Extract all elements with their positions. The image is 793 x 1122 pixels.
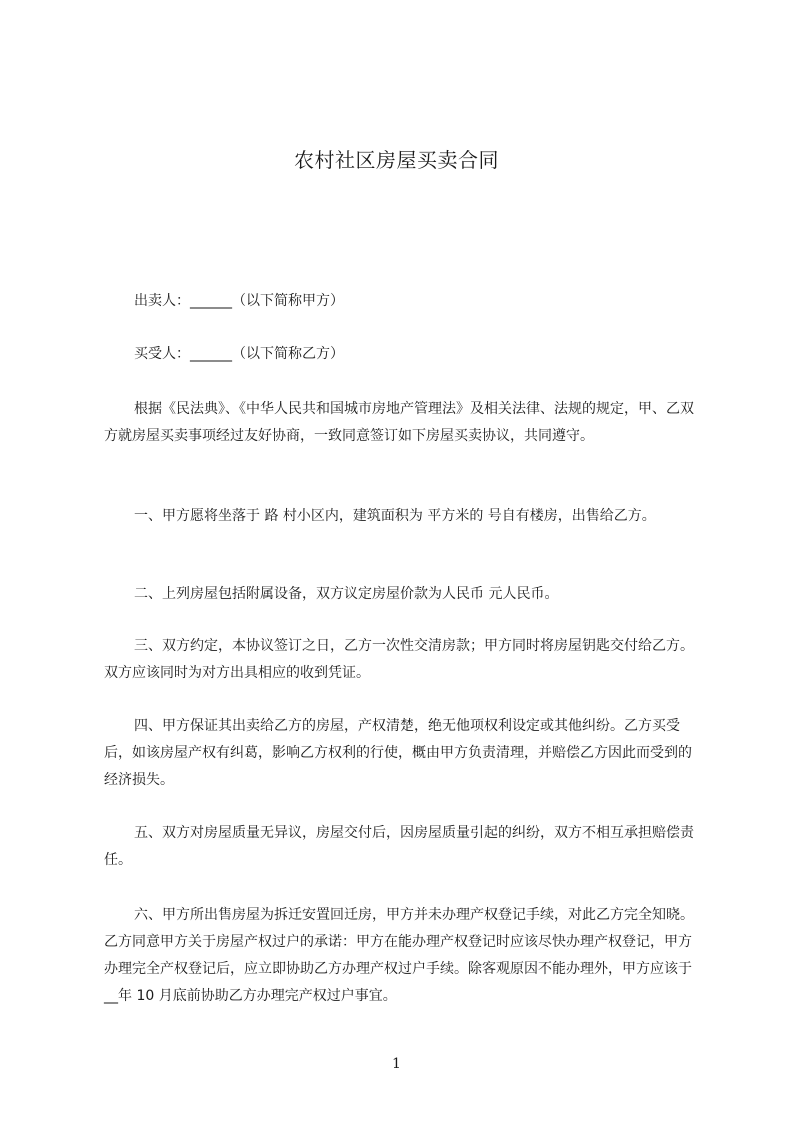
page-title: 农村社区房屋买卖合同 — [294, 148, 499, 172]
clause-5-paragraph: 五、双方对房屋质量无异议，房屋交付后，因房屋质量引起的纠纷，双方不相互承担赔偿责任。 — [104, 825, 694, 868]
clause-1-paragraph: 一、甲方愿将坐落于 路 村小区内，建筑面积为 平方米的 号自有楼房，出售给乙方。 — [134, 508, 656, 524]
clause-4-paragraph: 四、甲方保证其出卖给乙方的房屋，产权清楚，绝无他项权利设定或其他纠纷。乙方买受后，如该房屋产权有纠葛，影响乙方权利的行使，概由甲方负责清理，并赔偿乙方因此而受到的经济损失。 — [104, 718, 692, 788]
preamble-paragraph: 根据《民法典》、《中华人民共和国城市房地产管理法》及相关法律、法规的规定，甲、乙双方就房屋买卖事项经过友好协商，一致同意签订如下房屋买卖协议，共同遵守。 — [104, 401, 694, 444]
page-number: 1 — [392, 1056, 401, 1072]
clause-2-paragraph: 二、上列房屋包括附属设备，双方议定房屋价款为人民币 元人民币。 — [134, 586, 559, 602]
clause-3-paragraph: 三、双方约定，本协议签订之日，乙方一次性交清房款；甲方同时将房屋钥匙交付给乙方。双方应该同时为对方出具相应的收到凭证。 — [104, 638, 694, 681]
seller-line: 出卖人：______（以下简称甲方） — [134, 293, 344, 309]
clause-6-paragraph: 六、甲方所出售房屋为拆迁安置回迁房，甲方并未办理产权登记手续，对此乙方完全知晓。乙方同意甲方关于房屋产权过户的承诺：甲方在能办理产权登记时应该尽快办理产权登记，甲方办理完全产权登记后，应立即协助乙方办理产权过户手续。除客观原因不能办理外，甲方应该于__年 10 月底前协助乙方办理完产权过户事宜。 — [104, 907, 694, 1004]
buyer-line: 买受人：______（以下简称乙方） — [134, 346, 344, 362]
